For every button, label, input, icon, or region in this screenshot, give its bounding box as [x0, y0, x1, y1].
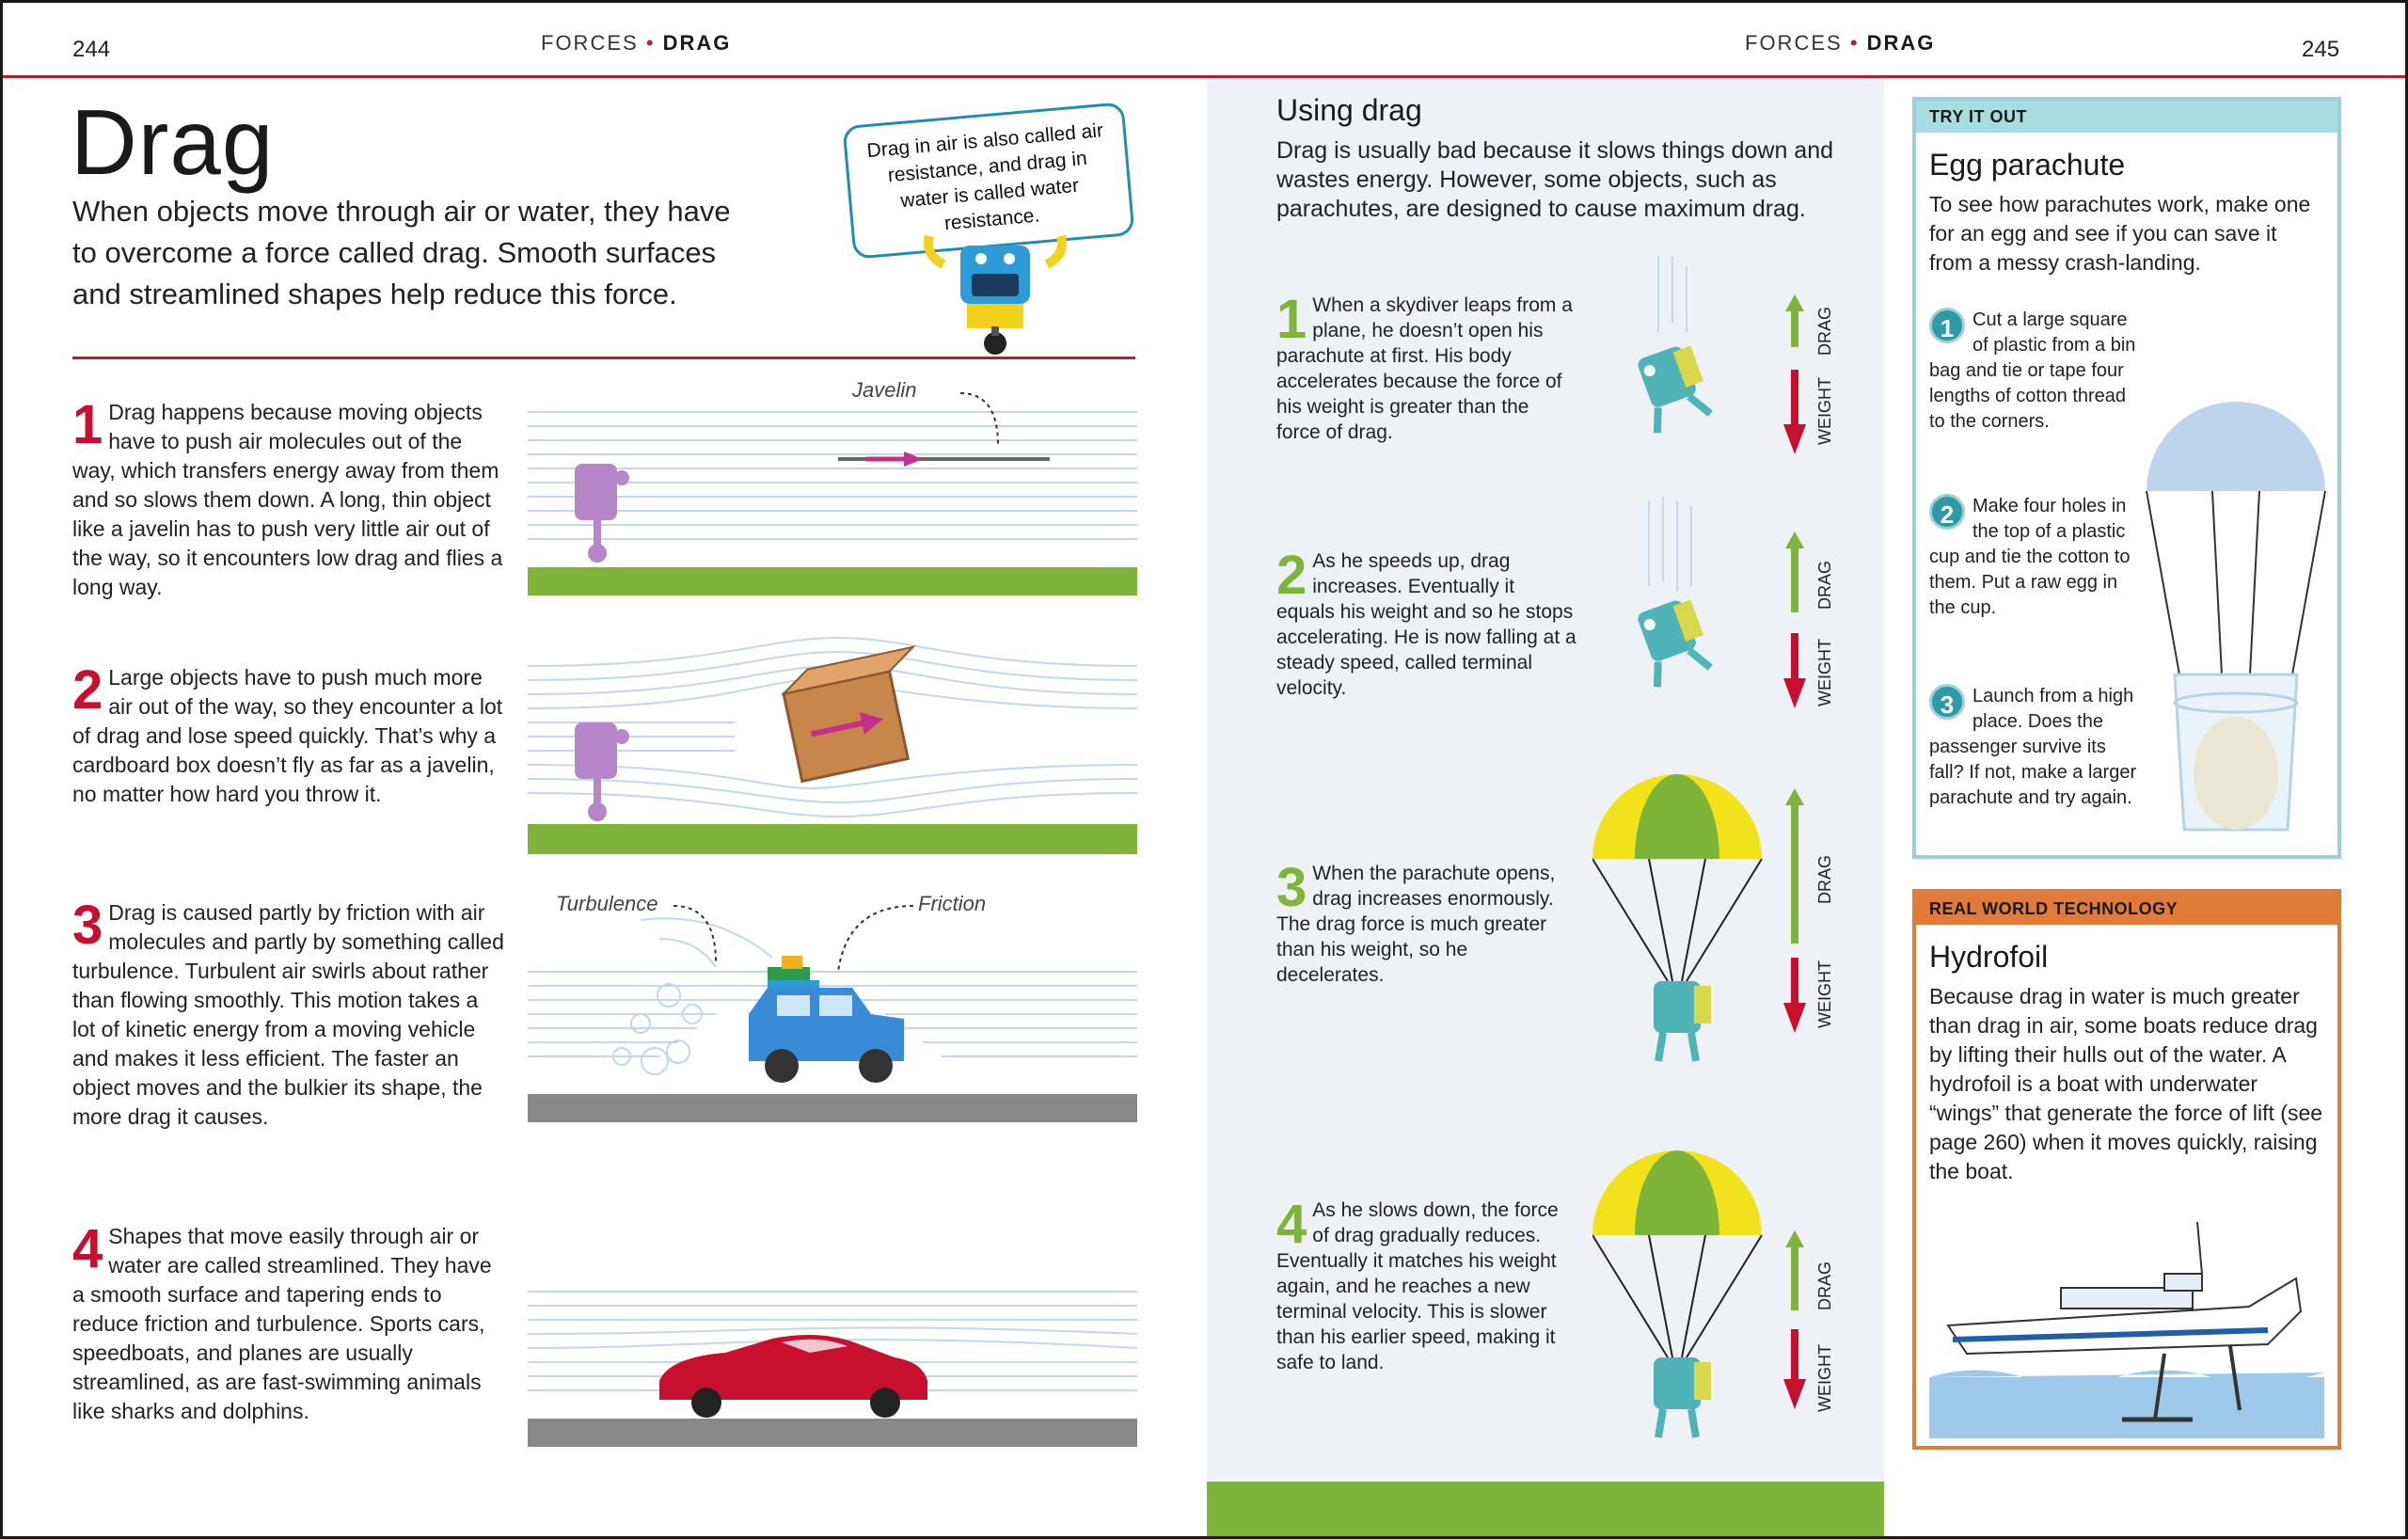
step-text: Launch from a high place. Does the passenger survive its fall? If not, make a larger parachute and try again. [1929, 686, 2137, 808]
left-header-section: FORCES [541, 31, 639, 55]
weight-label-2: WEIGHT [1815, 639, 1834, 706]
egg-step-1 [1929, 308, 2146, 435]
egg-parachute-icon [2142, 392, 2330, 834]
car-turbulence-illustration [528, 882, 1137, 1127]
right-header-bullet: • [1849, 31, 1860, 55]
parachute-1-icon [1592, 774, 1762, 1061]
right-step-4 [1276, 1194, 1577, 1375]
drag-label-2: DRAG [1815, 560, 1834, 610]
drag-label-4: DRAG [1815, 1261, 1834, 1310]
real-world-tag: REAL WORLD TECHNOLOGY [1916, 893, 2337, 925]
step-number: 2 [72, 659, 103, 721]
weight-label-1: WEIGHT [1815, 377, 1834, 445]
step-circle: 1 [1929, 308, 1965, 343]
step-number: 3 [1276, 857, 1307, 918]
step-number: 1 [1276, 289, 1307, 350]
left-header-bullet: • [645, 31, 656, 55]
egg-parachute-intro: To see how parachutes work, make one for an egg and see if you can save it from a messy crash-landing. [1929, 192, 2311, 275]
right-step-1 [1276, 289, 1577, 445]
step-circle: 2 [1929, 494, 1965, 530]
hydrofoil-text: Because drag in water is much greater than drag in air, some boats reduce drag by lifting their hulls out of the water. A hydrofoil is a boat with underwater “wings” that generate the force of lift (see page 260) when it moves quickly, raising the boat. [1929, 984, 2323, 1183]
step-text: As he slows down, the force of drag gradually reduces. Eventually it matches his weight again, and he reaches a new terminal velocity. This is slower than his earlier speed, making it safe to land. [1276, 1199, 1559, 1373]
step-text: Drag is caused partly by friction with air molecules and partly by something called turbulence. Turbulent air swirls about rather than flowing smoothly. This motion takes a lot of kinetic energy from a moving vehicle and makes it less efficient. The faster an object moves and the bulkier its shape, the more drag it causes. [72, 900, 504, 1129]
step-number: 1 [72, 394, 103, 455]
sports-car-icon [659, 1335, 927, 1418]
hydrofoil-icon [1929, 1222, 2324, 1438]
robot-speech-text: Drag in air is also called air resistance, and drag in water is called water resistance. [865, 119, 1104, 235]
egg-step-2 [1929, 494, 2146, 621]
car-icon [749, 956, 904, 1083]
left-header-topic: DRAG [662, 31, 732, 55]
drag-label-3: DRAG [1815, 854, 1834, 904]
turbulence-label: Turbulence [556, 892, 658, 915]
step-text: When a skydiver leaps from a plane, he doesn’t open his parachute at first. His body accelerates because the force of his weight is greater than the force of drag. [1276, 294, 1573, 443]
step-text: Make four holes in the top of a plastic cup and tie the cotton to them. Put a raw egg in the cup. [1929, 496, 2131, 618]
purple-robot-icon [575, 464, 629, 563]
javelin-illustration [528, 374, 1137, 600]
real-world-box [1912, 889, 2341, 1450]
header-rule [3, 75, 2408, 78]
step-text: As he speeds up, drag increases. Eventually it equals his weight and so he stops accelerating. He is now falling at a steady speed, called terminal velocity. [1276, 550, 1576, 699]
left-step-1 [72, 394, 505, 602]
parachute-2-icon [1592, 1150, 1762, 1437]
try-it-out-box [1912, 97, 2341, 859]
right-step-3 [1276, 857, 1577, 988]
step-number: 4 [72, 1218, 103, 1279]
robot-icon [915, 227, 1075, 358]
section-divider [72, 357, 1135, 359]
step-text: Drag happens because moving objects have to push air molecules out of the way, which transfers energy away from them and so slows them down. A long, thin object like a javelin has to push very little air out of the way, so it encounters low drag and flies a long way. [72, 400, 503, 599]
step-number: 2 [1276, 545, 1307, 606]
try-it-out-tag: TRY IT OUT [1916, 101, 2337, 133]
right-page-number: 245 [2302, 37, 2340, 62]
egg-parachute-title: Egg parachute [1929, 148, 2126, 182]
right-step-2 [1276, 545, 1577, 701]
javelin-label: Javelin [852, 378, 917, 402]
left-running-header [541, 31, 731, 56]
weight-label-3: WEIGHT [1815, 960, 1834, 1028]
step-circle: 3 [1929, 684, 1965, 720]
right-header-section: FORCES [1745, 31, 1843, 55]
skydiver-1-icon [1632, 341, 1715, 433]
skydiver-2-icon [1632, 595, 1715, 687]
hydrofoil-title: Hydrofoil [1929, 940, 2049, 974]
left-step-4 [72, 1218, 505, 1426]
left-page-number: 244 [72, 37, 111, 62]
left-step-2 [72, 659, 505, 809]
right-header-topic: DRAG [1866, 31, 1936, 55]
weight-label-4: WEIGHT [1815, 1344, 1834, 1412]
purple-robot-icon-2 [575, 722, 629, 821]
step-text: Large objects have to push much more air out of the way, so they encounter a lot of drag and lose speed quickly. That’s why a cardboard box doesn’t fly as far as a javelin, no matter how hard you throw it. [72, 665, 503, 806]
step-text: Cut a large square of plastic from a bin bag and tie or tape four lengths of cotton thread to the corners. [1929, 309, 2136, 432]
skydiver-sequence [1592, 257, 1875, 1480]
egg-step-3 [1929, 684, 2146, 811]
step-number: 3 [72, 895, 103, 956]
right-running-header [1745, 31, 1935, 56]
step-number: 4 [1276, 1194, 1307, 1255]
left-step-3 [72, 895, 505, 1132]
ground-strip [1207, 1482, 1884, 1539]
sports-car-illustration [528, 1263, 1137, 1452]
step-text: Shapes that move easily through air or water are called streamlined. They have a smooth surface and tapering ends to reduce friction and turbulence. Sports cars, speedboats, and planes are usually streamlined, as are fast-swimming animals like sharks and dolphins. [72, 1224, 492, 1423]
step-text: When the parachute opens, drag increases enormously. The drag force is much greater than his weight, so he decelerates. [1276, 863, 1556, 986]
drag-label-1: DRAG [1815, 306, 1834, 356]
box-illustration [528, 624, 1137, 859]
friction-label: Friction [918, 892, 987, 915]
intro-paragraph: When objects move through air or water, they have to overcome a force called drag. Smooth surfaces and streamlined shapes help reduce this force. [72, 195, 731, 310]
page-title: Drag [71, 90, 275, 194]
using-drag-title: Using drag [1276, 93, 1422, 127]
using-drag-intro: Drag is usually bad because it slows things down and wastes energy. However, some objects, such as parachutes, are designed to cause maximum drag. [1276, 137, 1834, 222]
